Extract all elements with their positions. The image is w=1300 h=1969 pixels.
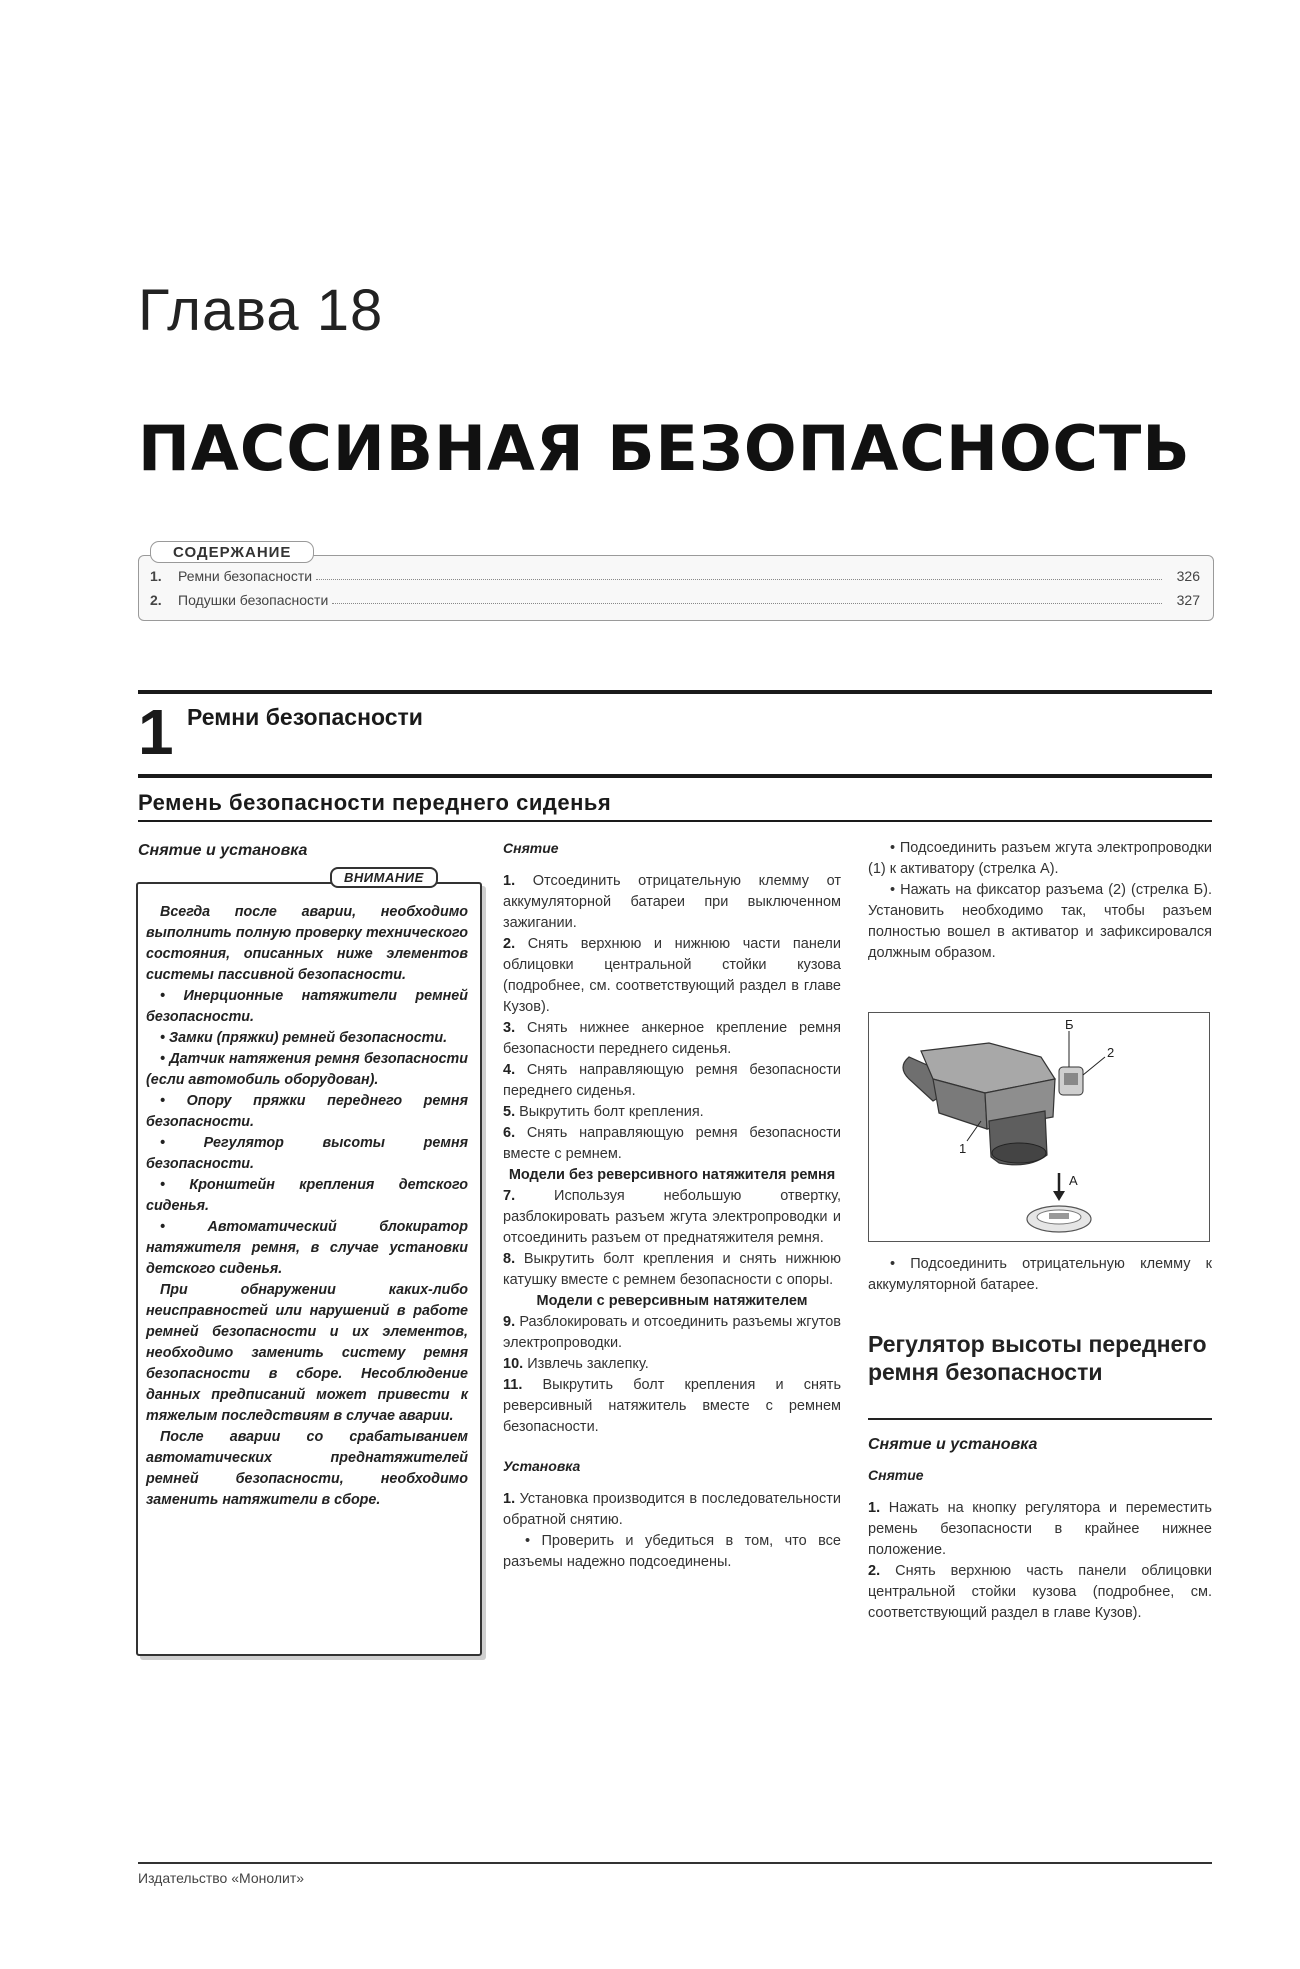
toc-item-num: 1.	[150, 568, 162, 584]
chapter-title: ПАССИВНАЯ БЕЗОПАСНОСТЬ	[138, 412, 1191, 485]
step-text: Отсоединить отрицательную клемму от аккумуляторной батареи при выключенном зажигании.	[503, 873, 841, 931]
step-text: Снять направляющую ремня безопасности переднего сиденья.	[503, 1062, 841, 1099]
step-text: Извлечь заклепку.	[527, 1356, 649, 1372]
arrow-down-icon	[1053, 1173, 1065, 1201]
step	[503, 871, 841, 934]
footer-rule	[138, 1862, 1212, 1864]
step-text: Нажать на кнопку регулятора и переместить ремень безопасности в крайнее нижнее положение.	[868, 1500, 1212, 1558]
chapter-label: Глава 18	[138, 278, 384, 343]
attention-para: • Автоматический блокиратор натяжителя ремня, в случае установки детского сиденья.	[146, 1219, 468, 1277]
col3-subheading: Снятие и установка	[868, 1436, 1038, 1453]
bullet: • Подсоединить отрицательную клемму к аккумуляторной батарее.	[868, 1256, 1212, 1293]
step-num: 7.	[503, 1188, 516, 1204]
step-text: Снять нижнее анкерное крепление ремня безопасности переднего сиденья.	[503, 1020, 842, 1057]
publisher: Издательство «Монолит»	[138, 1870, 305, 1886]
step	[503, 1060, 841, 1102]
step	[503, 1186, 841, 1249]
height-adjuster-heading: Регулятор высоты переднего ремня безопасности	[868, 1331, 1207, 1385]
attention-para: При обнаружении каких-либо неисправностей или нарушений в работе ремней безопасности и их элементов, необходимо заменить систему ремня безопасности в сборе. Несоблюдение данных предписаний может привести к тяжелым последствиям в случае аварии.	[146, 1282, 468, 1424]
step-text: Выкрутить болт крепления и снять реверсивный натяжитель вместе с ремнем безопасности.	[503, 1377, 841, 1435]
column-3-lower	[868, 1434, 1212, 1624]
toc-item-page: 326	[1176, 568, 1200, 584]
connector-illustration	[869, 1013, 1209, 1241]
toc-heading: СОДЕРЖАНИЕ	[150, 541, 314, 563]
step-num: 11.	[503, 1377, 523, 1393]
column-3	[868, 838, 1212, 964]
col3-removal-heading: Снятие	[868, 1467, 924, 1483]
step-text: Выкрутить болт крепления и снять нижнюю катушку вместе с ремнем безопасности с опоры.	[503, 1251, 841, 1288]
step-text: Выкрутить болт крепления.	[519, 1104, 704, 1120]
step-num: 5.	[503, 1104, 516, 1120]
step	[868, 1498, 1212, 1561]
attention-para: Всегда после аварии, необходимо выполнить полную проверку технического состояния, описанных ниже элементов системы пассивной безопасности.	[146, 904, 468, 983]
step-num: 1.	[868, 1500, 881, 1516]
section-rule-top	[138, 690, 1212, 694]
subtitle-rule	[138, 820, 1212, 822]
column-3-after-figure	[868, 1254, 1212, 1296]
subheading-reversible: Модели с реверсивным натяжителем	[536, 1293, 808, 1309]
attention-para: • Опору пряжки переднего ремня безопасности.	[146, 1093, 468, 1130]
step-text: Снять верхнюю и нижнюю части панели облицовки центральной стойки кузова (подробнее, см. соответствующий раздел в главе Кузов).	[503, 936, 841, 1015]
attention-para: • Регулятор высоты ремня безопасности.	[146, 1135, 468, 1172]
step-num: 9.	[503, 1314, 516, 1330]
step-num: 4.	[503, 1062, 516, 1078]
label-2: 2	[1107, 1045, 1115, 1060]
step-num: 2.	[868, 1563, 881, 1579]
step-num: 3.	[503, 1020, 516, 1036]
step	[868, 1561, 1212, 1624]
attention-text	[146, 902, 468, 1511]
step-num: 6.	[503, 1125, 516, 1141]
step-num: 1.	[503, 873, 516, 889]
toc-leader	[332, 603, 1162, 604]
step	[503, 1018, 841, 1060]
section-title: Ремни безопасности	[187, 704, 423, 730]
step-num: 2.	[503, 936, 516, 952]
toc-item-title: Подушки безопасности	[178, 592, 329, 608]
column-2	[503, 838, 841, 1573]
attention-para: • Инерционные натяжители ремней безопасности.	[146, 988, 468, 1025]
connector-figure	[868, 1012, 1210, 1242]
step	[503, 934, 841, 1018]
bullet: • Подсоединить разъем жгута электропроводки (1) к активатору (стрелка А).	[868, 840, 1212, 877]
toc-box	[138, 555, 1214, 621]
step-text: Используя небольшую отвертку, разблокировать разъем жгута электропроводки и отсоединить разъем от преднатяжителя ремня.	[503, 1188, 841, 1246]
attention-label: ВНИМАНИЕ	[330, 867, 438, 888]
toc-item-2[interactable]	[150, 592, 1200, 608]
step-num: 10.	[503, 1356, 524, 1372]
step-text: Снять направляющую ремня безопасности вместе с ремнем.	[503, 1125, 841, 1162]
connector-plug-icon	[1027, 1206, 1091, 1232]
section-subtitle: Ремень безопасности переднего сиденья	[138, 790, 612, 815]
step	[503, 1123, 841, 1165]
install-heading: Установка	[503, 1458, 581, 1474]
col1-heading: Снятие и установка	[138, 842, 308, 859]
attention-para: • Датчик натяжения ремня безопасности (если автомобиль оборудован).	[146, 1051, 468, 1088]
step-num: 1.	[503, 1491, 516, 1507]
subheading-no-reversible: Модели без реверсивного натяжителя ремня	[508, 1167, 836, 1183]
step	[503, 1375, 841, 1438]
step-text: Установка производится в последовательности обратной снятию.	[503, 1491, 841, 1528]
toc-item-num: 2.	[150, 592, 162, 608]
toc-item-page: 327	[1176, 592, 1200, 608]
label-a: A	[1069, 1173, 1078, 1188]
install-bullet: • Проверить и убедиться в том, что все разъемы надежно подсоединены.	[503, 1533, 841, 1570]
toc-item-title: Ремни безопасности	[178, 568, 313, 584]
height-adjuster-rule	[868, 1418, 1212, 1420]
label-1: 1	[959, 1141, 967, 1156]
toc-item-1[interactable]	[150, 568, 1200, 584]
step	[503, 1354, 841, 1375]
step	[503, 1249, 841, 1291]
step	[503, 1489, 841, 1531]
attention-para: • Замки (пряжки) ремней безопасности.	[160, 1030, 448, 1046]
section-number: 1	[138, 696, 174, 768]
toc-leader	[316, 579, 1162, 580]
attention-para: • Кронштейн крепления детского сиденья.	[146, 1177, 468, 1214]
step	[503, 1312, 841, 1354]
step-num: 8.	[503, 1251, 516, 1267]
step-text: Разблокировать и отсоединить разъемы жгутов электропроводки.	[503, 1314, 841, 1351]
step	[503, 1102, 841, 1123]
step-text: Снять верхнюю часть панели облицовки центральной стойки кузова (подробнее, см. соответствующий раздел в главе Кузов).	[868, 1563, 1213, 1621]
label-b: Б	[1065, 1017, 1074, 1032]
attention-para: После аварии со срабатыванием автоматических преднатяжителей ремней безопасности, необходимо заменить натяжители в сборе.	[146, 1429, 468, 1508]
bullet: • Нажать на фиксатор разъема (2) (стрелка Б). Установить необходимо так, чтобы разъем полностью вошел в активатор и зафиксировался должным образом.	[868, 882, 1212, 961]
removal-heading: Снятие	[503, 840, 559, 856]
section-rule-bottom	[138, 774, 1212, 778]
